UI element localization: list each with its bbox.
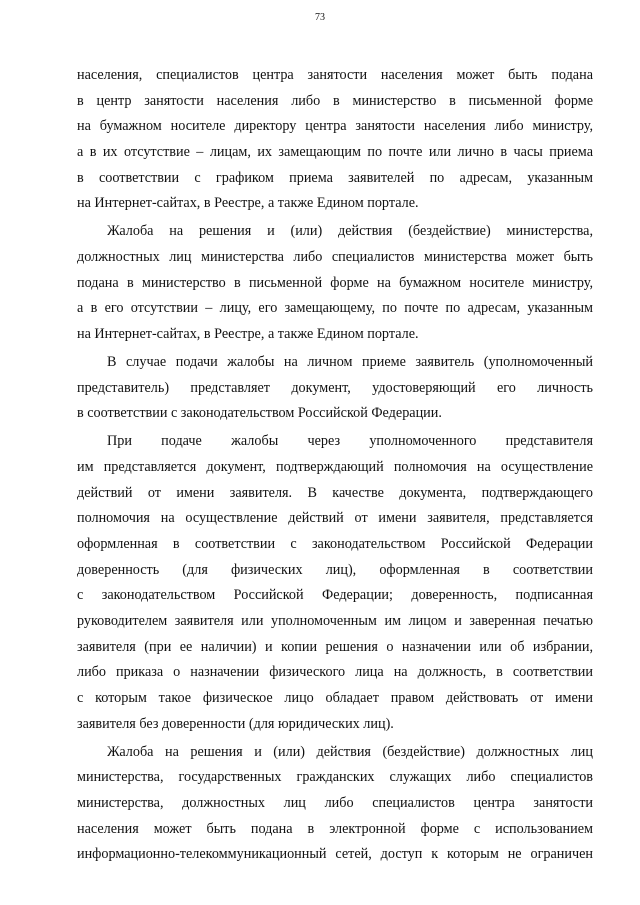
text-line: населения, специалистов центра занятости населения может быть подана bbox=[77, 67, 593, 83]
text-line: Жалоба на решения и (или) действия (бездействие) должностных лиц bbox=[107, 743, 593, 760]
paragraph bbox=[77, 429, 593, 737]
text-line: а в его отсутствии – лицу, его замещающему, по почте по адресам, указанным bbox=[77, 300, 593, 317]
paragraph bbox=[77, 219, 593, 347]
text-line: доверенность (для физических лиц), оформленная в соответствии bbox=[77, 561, 593, 578]
text-line: министерства, государственных гражданских служащих либо специалистов bbox=[77, 769, 593, 786]
text-line: либо приказа о назначении физического лица на должность, в соответствии bbox=[77, 664, 593, 681]
text-line: заявителя без доверенности (для юридических лиц). bbox=[77, 715, 394, 732]
page-number: 73 bbox=[315, 12, 325, 23]
text-line: а в их отсутствие – лицам, их замещающим по почте или лично в часы приема bbox=[77, 144, 593, 161]
text-line: населения может быть подана в электронной форме с использованием bbox=[77, 820, 593, 837]
text-line: полномочия на осуществление действий от имени заявителя, представляется bbox=[77, 510, 593, 527]
text-line: При подаче жалобы через уполномоченного представителя bbox=[107, 433, 593, 450]
text-line: В случае подачи жалобы на личном приеме заявитель (уполномоченный bbox=[107, 353, 593, 370]
text-line: им представляется документ, подтверждающий полномочия на осуществление bbox=[77, 458, 593, 475]
text-line: на бумажном носителе директору центра занятости населения либо министру, bbox=[77, 118, 593, 135]
text-line: заявителя (при ее наличии) и копии решения о назначении или об избрании, bbox=[77, 638, 593, 655]
paragraph bbox=[77, 740, 593, 868]
text-line: руководителем заявителя или уполномоченным им лицом и заверенная печатью bbox=[77, 613, 593, 629]
text-line: оформленная в соответствии с законодательством Российской Федерации bbox=[77, 535, 593, 552]
text-line: Жалоба на решения и (или) действия (бездействие) министерства, bbox=[107, 223, 593, 240]
text-line: подана в министерство в письменной форме на бумажном носителе министру, bbox=[77, 274, 593, 291]
paragraph bbox=[77, 350, 593, 427]
text-line: в соответствии с графиком приема заявителей по адресам, указанным bbox=[77, 169, 593, 186]
text-line: в соответствии с законодательством Российской Федерации. bbox=[77, 405, 442, 422]
document-body bbox=[77, 63, 593, 870]
text-line: действий от имени заявителя. В качестве документа, подтверждающего bbox=[77, 484, 593, 501]
text-line: представитель) представляет документ, удостоверяющий его личность bbox=[77, 379, 593, 396]
text-line: на Интернет-сайтах, в Реестре, а также Едином портале. bbox=[77, 195, 419, 212]
text-line: на Интернет-сайтах, в Реестре, а также Едином портале. bbox=[77, 326, 419, 343]
text-line: министерства, должностных лиц либо специалистов центра занятости bbox=[77, 795, 593, 811]
text-line: информационно-телекоммуникационный сетей, доступ к которым не ограничен bbox=[77, 846, 593, 863]
text-line: в центр занятости населения либо в министерство в письменной форме bbox=[77, 92, 593, 109]
paragraph bbox=[77, 63, 593, 217]
text-line: с которым такое физическое лицо обладает правом действовать от имени bbox=[77, 690, 593, 707]
text-line: должностных лиц министерства либо специалистов министерства может быть bbox=[77, 249, 593, 265]
text-line: с законодательством Российской Федерации; доверенность, подписанная bbox=[77, 587, 593, 604]
